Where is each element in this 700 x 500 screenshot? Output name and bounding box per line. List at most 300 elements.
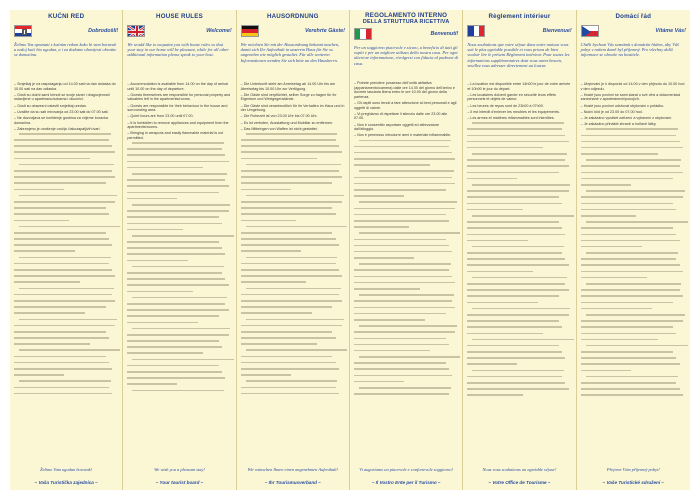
rules-list [237,81,349,466]
text-line [241,319,345,324]
footer-text: – Vaše Turistické sdružení – [602,480,664,485]
text-line [241,170,345,175]
text-line [354,170,458,175]
text-line [241,226,345,231]
text-line [581,339,686,344]
text-line [354,276,458,281]
text-line [127,241,231,246]
text-line [14,281,118,286]
text-line [241,133,345,138]
text-line [14,201,118,206]
text-line [241,356,345,361]
footer-text: – Vaša Turistička zajednica – [34,480,98,485]
text-line [581,370,686,375]
text-line [241,158,345,163]
text-line [241,374,345,379]
text-line [127,352,231,357]
text-line [581,227,686,232]
text-line [581,264,686,269]
text-line [127,390,231,395]
text-line [127,148,231,153]
text-line [581,141,686,146]
rule-item: – Die Gäste sind verantwortlich für ihr Verhalten im Haus und in der Umgebung. [241,104,345,113]
rule-item: – Non è permesso introdurre armi e materiale infiammabile. [354,133,458,138]
text-line [467,302,571,307]
text-line [581,240,686,245]
intro-text: Wir möchten Sie mit der Hausordnung bekannt machen, damit sich Ihr Aufenthalt in unserem Haus für Sie so angenehm wie möglich gestaltet. Für alle weiteren Informationen wenden Sie sich bitte an den Hausherrn. [240,42,340,63]
text-line [241,257,345,262]
text-line [467,234,571,239]
text-line [467,351,571,356]
text-line [581,258,686,263]
text-line [467,345,571,350]
rule-item: – Non è consentito asportare oggetti ed attrezzature dall'alloggio. [354,123,458,132]
rule-item: – Ubytování je k dispozici od 14.00 v den příjezdu do 10.00 hod v den odjezdu. [581,82,686,91]
text-line [354,368,458,373]
text-line [241,312,345,317]
text-line [14,319,118,324]
text-line [127,266,231,271]
text-line [467,203,571,208]
text-line [127,204,231,209]
text-line [581,153,686,158]
text-line [581,277,686,282]
text-line [354,189,458,194]
intro-text: Želimo Vas upoznati s kućnim redom kako bi vam boravak u našoj kući bio ugodan, a i za dodatne obavijesti obratite se domaćinu. [14,42,117,58]
text-line [581,295,686,300]
text-line [354,313,458,318]
text-line [581,147,686,152]
text-line [127,216,231,221]
text-line [581,252,686,257]
text-line [467,258,571,263]
column-italian [350,10,463,490]
text-line [14,288,118,293]
text-line [581,308,686,313]
text-line [581,221,686,226]
column-czech [577,10,690,490]
text-line [127,334,231,339]
text-line [467,252,571,257]
text-line [127,167,231,172]
text-line [127,340,231,345]
text-line [581,234,686,239]
text-line [14,244,118,249]
text-line [354,257,458,262]
text-line [581,128,686,133]
body-text-lines [14,133,118,397]
text-line [354,158,458,163]
text-line [14,226,118,231]
text-line [127,278,231,283]
text-line [14,170,118,175]
rule-item: – Accommodation is available from 14.00 on the day of arrival until 10.00 on the day of departure. [127,82,231,91]
text-line [467,308,571,313]
rules-list [123,81,235,466]
text-line [354,195,458,200]
text-line [467,246,571,251]
text-line [354,251,458,256]
text-line [354,387,458,392]
rule-item: – Ne dozvoljava se korištenje gostima za vrijeme boravka domaćina. [14,116,118,125]
text-line [14,133,118,138]
rule-item: – Quiet hours are from 23.00 until 07.00. [127,114,231,119]
germany-flag-icon [241,25,259,37]
uk-flag-icon [127,25,145,37]
text-line [467,320,571,325]
text-line [581,320,686,325]
rules-list [10,81,122,466]
text-line [241,380,345,385]
text-line [14,220,118,225]
text-line [467,240,571,245]
text-line [581,314,686,319]
text-line [467,215,571,220]
text-line [127,260,231,265]
rule-item: – Hosté jsou povinni udržovat ubytování v pořádku. [581,104,686,109]
text-line [354,356,458,361]
column-title: KUĆNI RED [48,13,85,20]
text-line [241,362,345,367]
text-line [467,264,571,269]
text-line [581,165,686,170]
text-line [581,209,686,214]
rule-item: – Das Mitbringen von Waffen ist nicht gestattet. [241,127,345,132]
text-line [127,223,231,228]
column-english [123,10,236,490]
column-title: Règlement intérieur [488,13,551,20]
text-line [14,349,118,354]
text-line [14,325,118,330]
text-line [354,331,458,336]
rule-item: – Vi preghiamo di rispettare il silenzio dalle ore 23.00 alle 07.00. [354,112,458,121]
text-line [127,198,231,203]
text-line [354,338,458,343]
text-line [467,227,571,232]
text-line [127,185,231,190]
text-line [127,315,231,320]
text-line [581,190,686,195]
text-line [354,177,458,182]
rules-list [577,81,690,466]
text-line [467,178,571,183]
text-line [127,284,231,289]
text-line [467,172,571,177]
intro-text: Nous souhaitons que votre séjour dans notre maison vous soit le plus agréable possible et vous prions de bien vouloir lire le présent Règlement intérieur. Pour toutes les informations supplémentaires dont vous aurez besoin, veuillez vous adresser directement au loueur. [467,42,570,68]
text-line [14,275,118,280]
text-line [14,380,118,385]
text-line [127,192,231,197]
text-line [354,375,458,380]
rule-item: – Je zakázáno vynášet zařízení a vybavení z ubytování. [581,116,686,121]
text-line [354,269,458,274]
text-line [241,306,345,311]
text-line [467,277,571,282]
text-line [127,359,231,364]
text-line [467,271,571,276]
closing-text: Nous vous souhaitons un agréable séjour! [482,466,557,472]
text-line [467,190,571,195]
text-line [241,189,345,194]
intro-text: Chtěli bychom Vás seznámit s domácím řádem, aby Váš pobyt v našem domě byl příjemný. Pro všechny další informace se obraťte na hostitele. [580,42,679,58]
text-line [127,247,231,252]
text-line [14,250,118,255]
text-line [14,232,118,237]
text-line [14,158,118,163]
text-line [241,337,345,342]
body-text-lines [581,128,686,399]
text-line [127,272,231,277]
text-line [354,239,458,244]
text-line [581,289,686,294]
closing-text: We wish you a pleasant stay! [154,466,205,472]
croatia-flag-icon [14,25,32,37]
text-line [354,381,458,386]
text-line [354,232,458,237]
rule-item: – Gli ospiti sono tenuti a fare attenzione ai beni personali e agli oggetti di valore. [354,101,458,110]
text-line [14,331,118,336]
column-title: REGOLAMENTO INTERNO [365,12,448,19]
rules-list [463,81,575,466]
text-line [127,383,231,388]
closing-text: Přejeme Vám příjemný pobyt! [606,466,660,472]
text-line [127,229,231,234]
closing-text: Želimo Vam ugodan boravak! [40,466,93,472]
closing-text: Wir wünschen Ihnen einen angenehmen Aufenthalt! [247,466,339,472]
rules-list [350,80,462,465]
text-line [241,213,345,218]
text-line [14,300,118,305]
text-line [581,271,686,276]
text-line [14,312,118,317]
text-line [467,376,571,381]
text-line [467,326,571,331]
text-line [14,238,118,243]
text-line [241,238,345,243]
text-line [14,387,118,392]
text-line [241,294,345,299]
text-line [467,165,571,170]
rule-item: – Die Unterkunft steht am Anreisetag ab 14.00 Uhr bis am Abreisetag bis 10.00 Uhr zur Verfügung. [241,82,345,91]
text-line [14,337,118,342]
text-line [127,297,231,302]
text-line [354,245,458,250]
text-line [241,250,345,255]
text-line [467,394,571,399]
text-line [467,363,571,368]
text-line [581,135,686,140]
text-line [14,343,118,348]
body-text-lines [127,142,231,394]
text-line [581,283,686,288]
text-line [241,151,345,156]
text-line [354,300,458,305]
text-line [127,322,231,327]
intro-text: Per un soggiorno piacevole e sicuro, a beneficio di tutti gli ospiti e per un migliore utilizzo della nostra casa. Per ogni ulteriore informazione, rivolgersi con fiducia al padrone di casa. [353,45,459,66]
rule-item: – Bringing in weapons and easily flammable material is not permitted. [127,131,231,140]
text-line [14,207,118,212]
text-line [467,184,571,189]
text-line [127,161,231,166]
text-line [127,235,231,240]
text-line [467,141,571,146]
text-line [467,283,571,288]
text-line [467,153,571,158]
text-line [127,179,231,184]
text-line [581,394,686,399]
text-line [354,226,458,231]
text-line [14,182,118,187]
rule-item: – Es ist verboten, Ausstattung und Mobiliar zu entfernen. [241,121,345,126]
text-line [241,201,345,206]
text-line [467,147,571,152]
text-line [354,152,458,157]
text-line [581,159,686,164]
text-line [241,244,345,249]
text-line [127,371,231,376]
text-line [467,159,571,164]
text-line [467,333,571,338]
text-line [354,183,458,188]
text-line [581,196,686,201]
text-line [354,140,458,145]
text-line [14,362,118,367]
text-line [241,349,345,354]
text-line [127,303,231,308]
text-line [241,368,345,373]
rule-item: – Guests themselves are responsible for personal property and valuables left in the apartments/rooms. [127,93,231,102]
rule-item: – Hosté jsou povinni se sami starat o své věci a dokumentaci zanechané v apartmánech/pokojích. [581,93,686,102]
text-line [127,253,231,258]
text-line [241,232,345,237]
text-line [354,319,458,324]
column-french [463,10,576,490]
text-line [241,164,345,169]
intro-text: We would like to acquaint you with house rules so that your stay in our home will be pleasant, while for all other additional information please speak to your host. [127,42,229,58]
welcome-text: Welcome! [206,28,232,34]
text-line [581,246,686,251]
text-line [241,393,345,398]
rule-item: – Guests are responsible for their behaviour in the house and surrounding area. [127,104,231,113]
text-line [467,370,571,375]
text-line [354,393,458,398]
rule-item: – Die Gäste sind verpflichtet, selber Sorge zu tragen für ihr Eigentum und Wertgegenstände. [241,93,345,102]
text-line [467,196,571,201]
text-line [14,263,118,268]
text-line [581,382,686,387]
text-line [467,314,571,319]
closing-text: Vi auguriamo un piacevole e confortevole soggiorno! [359,466,454,472]
rule-item: – It is forbidden to remove appliances and equipment from the apartments/rooms. [127,121,231,130]
footer-text: – Il Vostro Ente per il Turismo – [371,480,441,485]
text-line [241,288,345,293]
text-line [581,357,686,362]
text-line [14,294,118,299]
text-line [127,210,231,215]
welcome-text: Verehrte Gäste! [305,28,345,34]
rule-item: – Gosti su obavezni ostaviti smještaj uredan. [14,104,118,109]
text-line [241,263,345,268]
text-line [467,209,571,214]
text-line [241,269,345,274]
czech-flag-icon [581,25,599,37]
text-line [354,288,458,293]
text-line [581,333,686,338]
text-line [354,294,458,299]
text-line [14,189,118,194]
column-title: Domácí řád [615,13,652,20]
text-line [241,281,345,286]
text-line [581,302,686,307]
text-line [241,343,345,348]
column-title: HOUSE RULES [156,13,203,20]
text-line [127,346,231,351]
text-line [581,184,686,189]
footer-text: – Votre Office de Tourisme – [488,480,551,485]
text-line [14,139,118,144]
text-line [127,173,231,178]
text-line [354,344,458,349]
text-line [467,295,571,300]
text-line [241,275,345,280]
column-title: HAUSORDNUNG [266,13,319,20]
rule-item: – Je zakázáno přinášet zbraně a hořlavé látky. [581,122,686,127]
text-line [241,139,345,144]
text-line [14,176,118,181]
rule-item: – Zabranjeno je unošenje oružja i lakozapaljivih tvari. [14,127,118,132]
rule-item: – Gosti su dužni sami brinuti se svoje stvari i dragocjenosti ostavljene u apartmanu/sobama i okućnici. [14,93,118,102]
text-line [581,363,686,368]
text-line [467,122,571,127]
text-line [354,282,458,287]
text-line [241,387,345,392]
text-line [14,164,118,169]
text-line [467,388,571,393]
text-line [127,377,231,382]
text-line [354,164,458,169]
rule-item: – Smještaj je na raspolaganju od 14.00 sati na dan dolaska do 10.00 sati na dan odlaska. [14,82,118,91]
text-line [467,289,571,294]
footer-text: – Ihr Tourismusverband – [264,480,321,485]
text-line [241,182,345,187]
text-line [127,328,231,333]
column-croatian [10,10,123,490]
body-text-lines [241,133,345,397]
rule-item: – Les armes et matières inflammables sont interdites. [467,116,571,121]
text-line [127,142,231,147]
text-line [581,388,686,393]
text-line [581,326,686,331]
text-line [14,151,118,156]
text-line [354,220,458,225]
text-line [14,213,118,218]
text-line [354,350,458,355]
body-text-lines [467,122,571,399]
text-line [127,309,231,314]
text-line [14,374,118,379]
column-title-line-2: DELLA STRUTTURA RICETTIVA [362,19,450,25]
rule-item: – Die Ruhezeit ist von 23.00 Uhr bis 07.00 Uhr. [241,114,345,119]
text-line [467,128,571,133]
text-line [354,208,458,213]
rule-item: – La location est disponible entre 14h00 le jour de votre arrivée et 10h00 le jour du départ. [467,82,571,91]
text-line [581,178,686,183]
text-line [467,339,571,344]
text-line [354,201,458,206]
text-line [581,351,686,356]
text-line [14,306,118,311]
text-line [127,365,231,370]
